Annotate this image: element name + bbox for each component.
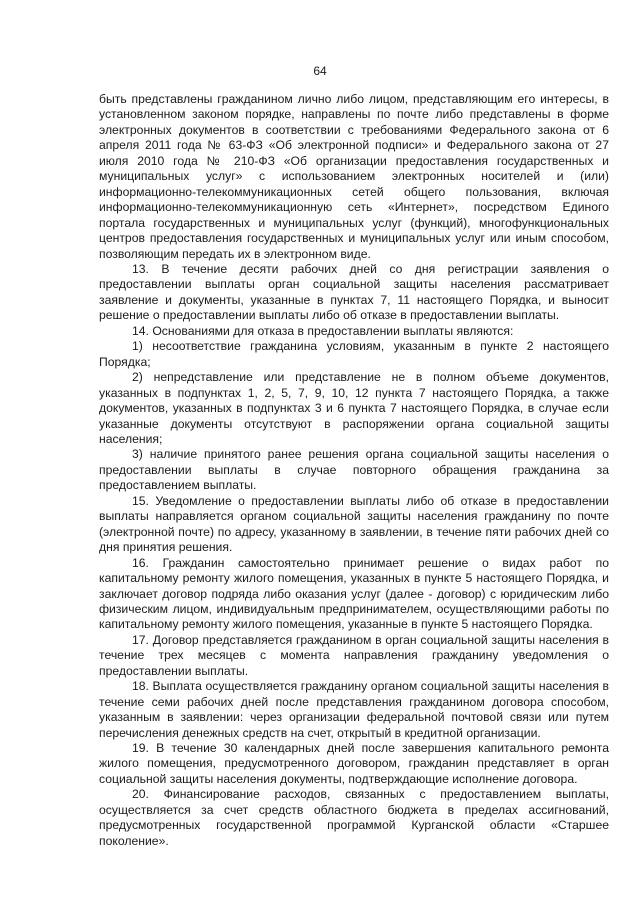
paragraph: 18. Выплата осуществляется гражданину органом социальной защиты населения в течение семи рабочих дней после представления гражданином договора способом, указанным в заявлении: через организации федеральной почтовой связи или путем перечисления денежных средств на счет, открытый в кредитной организации.	[99, 679, 609, 740]
paragraph: 17. Договор представляется гражданином в орган социальной защиты населения в течение трех месяцев с момента направления гражданину уведомления о предоставлении выплаты.	[99, 632, 609, 678]
paragraph: 20. Финансирование расходов, связанных с предоставлением выплаты, осуществляется за счет средств областного бюджета в пределах ассигнований, предусмотренных государственной программой Курганской области «Старшее поколение».	[99, 787, 609, 848]
paragraph: 15. Уведомление о предоставлении выплаты либо об отказе в предоставлении выплаты направляется органом социальной защиты населения гражданину по почте (электронной почте) по адресу, указанному в заявлении, в течение пяти рабочих дней со дня принятия решения.	[99, 493, 609, 555]
paragraph: 19. В течение 30 календарных дней после завершения капитального ремонта жилого помещения, предусмотренного договором, гражданин представляет в орган социальной защиты населения документы, подтверждающие исполнение договора.	[99, 741, 609, 786]
document-body	[99, 92, 609, 849]
page-number: 64	[313, 64, 327, 78]
paragraph: 1) несоответствие гражданина условиям, указанным в пункте 2 настоящего Порядка;	[99, 339, 609, 369]
paragraph: быть представлены гражданином лично либо лицом, представляющим его интересы, в установленном законом порядке, направлены по почте либо представлены в форме электронных документов в соответствии с требованиями Федерального закона от 6 апреля 2011 года № 63-ФЗ «Об электронной подписи» и Федерального закона от 27 июля 2010 года № 210-ФЗ «Об организации предоставления государственных и муниципальных услуг» с использованием электронных носителей и (или) информационно-телекоммуникационных сетей общего пользования, включая информационно-телекоммуникационную сеть «Интернет», посредством Единого портала государственных и муниципальных услуг (функций), многофункциональных центров предоставления государственных и муниципальных услуг или иным способом, позволяющим передать их в электронном виде.	[99, 92, 609, 261]
paragraph: 14. Основаниями для отказа в предоставлении выплаты являются:	[132, 323, 514, 338]
paragraph: 13. В течение десяти рабочих дней со дня регистрации заявления о предоставлении выплаты орган социальной защиты населения рассматривает заявление и документы, указанные в пунктах 7, 11 настоящего Порядка, и выносит решение о предоставлении выплаты либо об отказе в предоставлении выплаты.	[99, 261, 609, 323]
paragraph: 3) наличие принятого ранее решения органа социальной защиты населения о предоставлении выплаты в случае повторного обращения гражданина за предоставлением выплаты.	[99, 447, 609, 493]
paragraph: 16. Гражданин самостоятельно принимает решение о видах работ по капитальному ремонту жилого помещения, указанных в пункте 5 настоящего Порядка, и заключает договор подряда либо оказания услуг (далее - договор) с юридическим либо физическим лицом, индивидуальным предпринимателем, осуществляющими работы по капитальному ремонту жилого помещения, указанные в пункте 5 настоящего Порядка.	[99, 555, 609, 632]
paragraph: 2) непредставление или представление не в полном объеме документов, указанных в подпунктах 1, 2, 5, 7, 9, 10, 12 пункта 7 настоящего Порядка, а также документов, указанных в подпунктах 3 и 6 пункта 7 настоящего Порядка, в случае если указанные документы отсутствуют в распоряжении органа социальной защиты населения;	[99, 370, 609, 446]
